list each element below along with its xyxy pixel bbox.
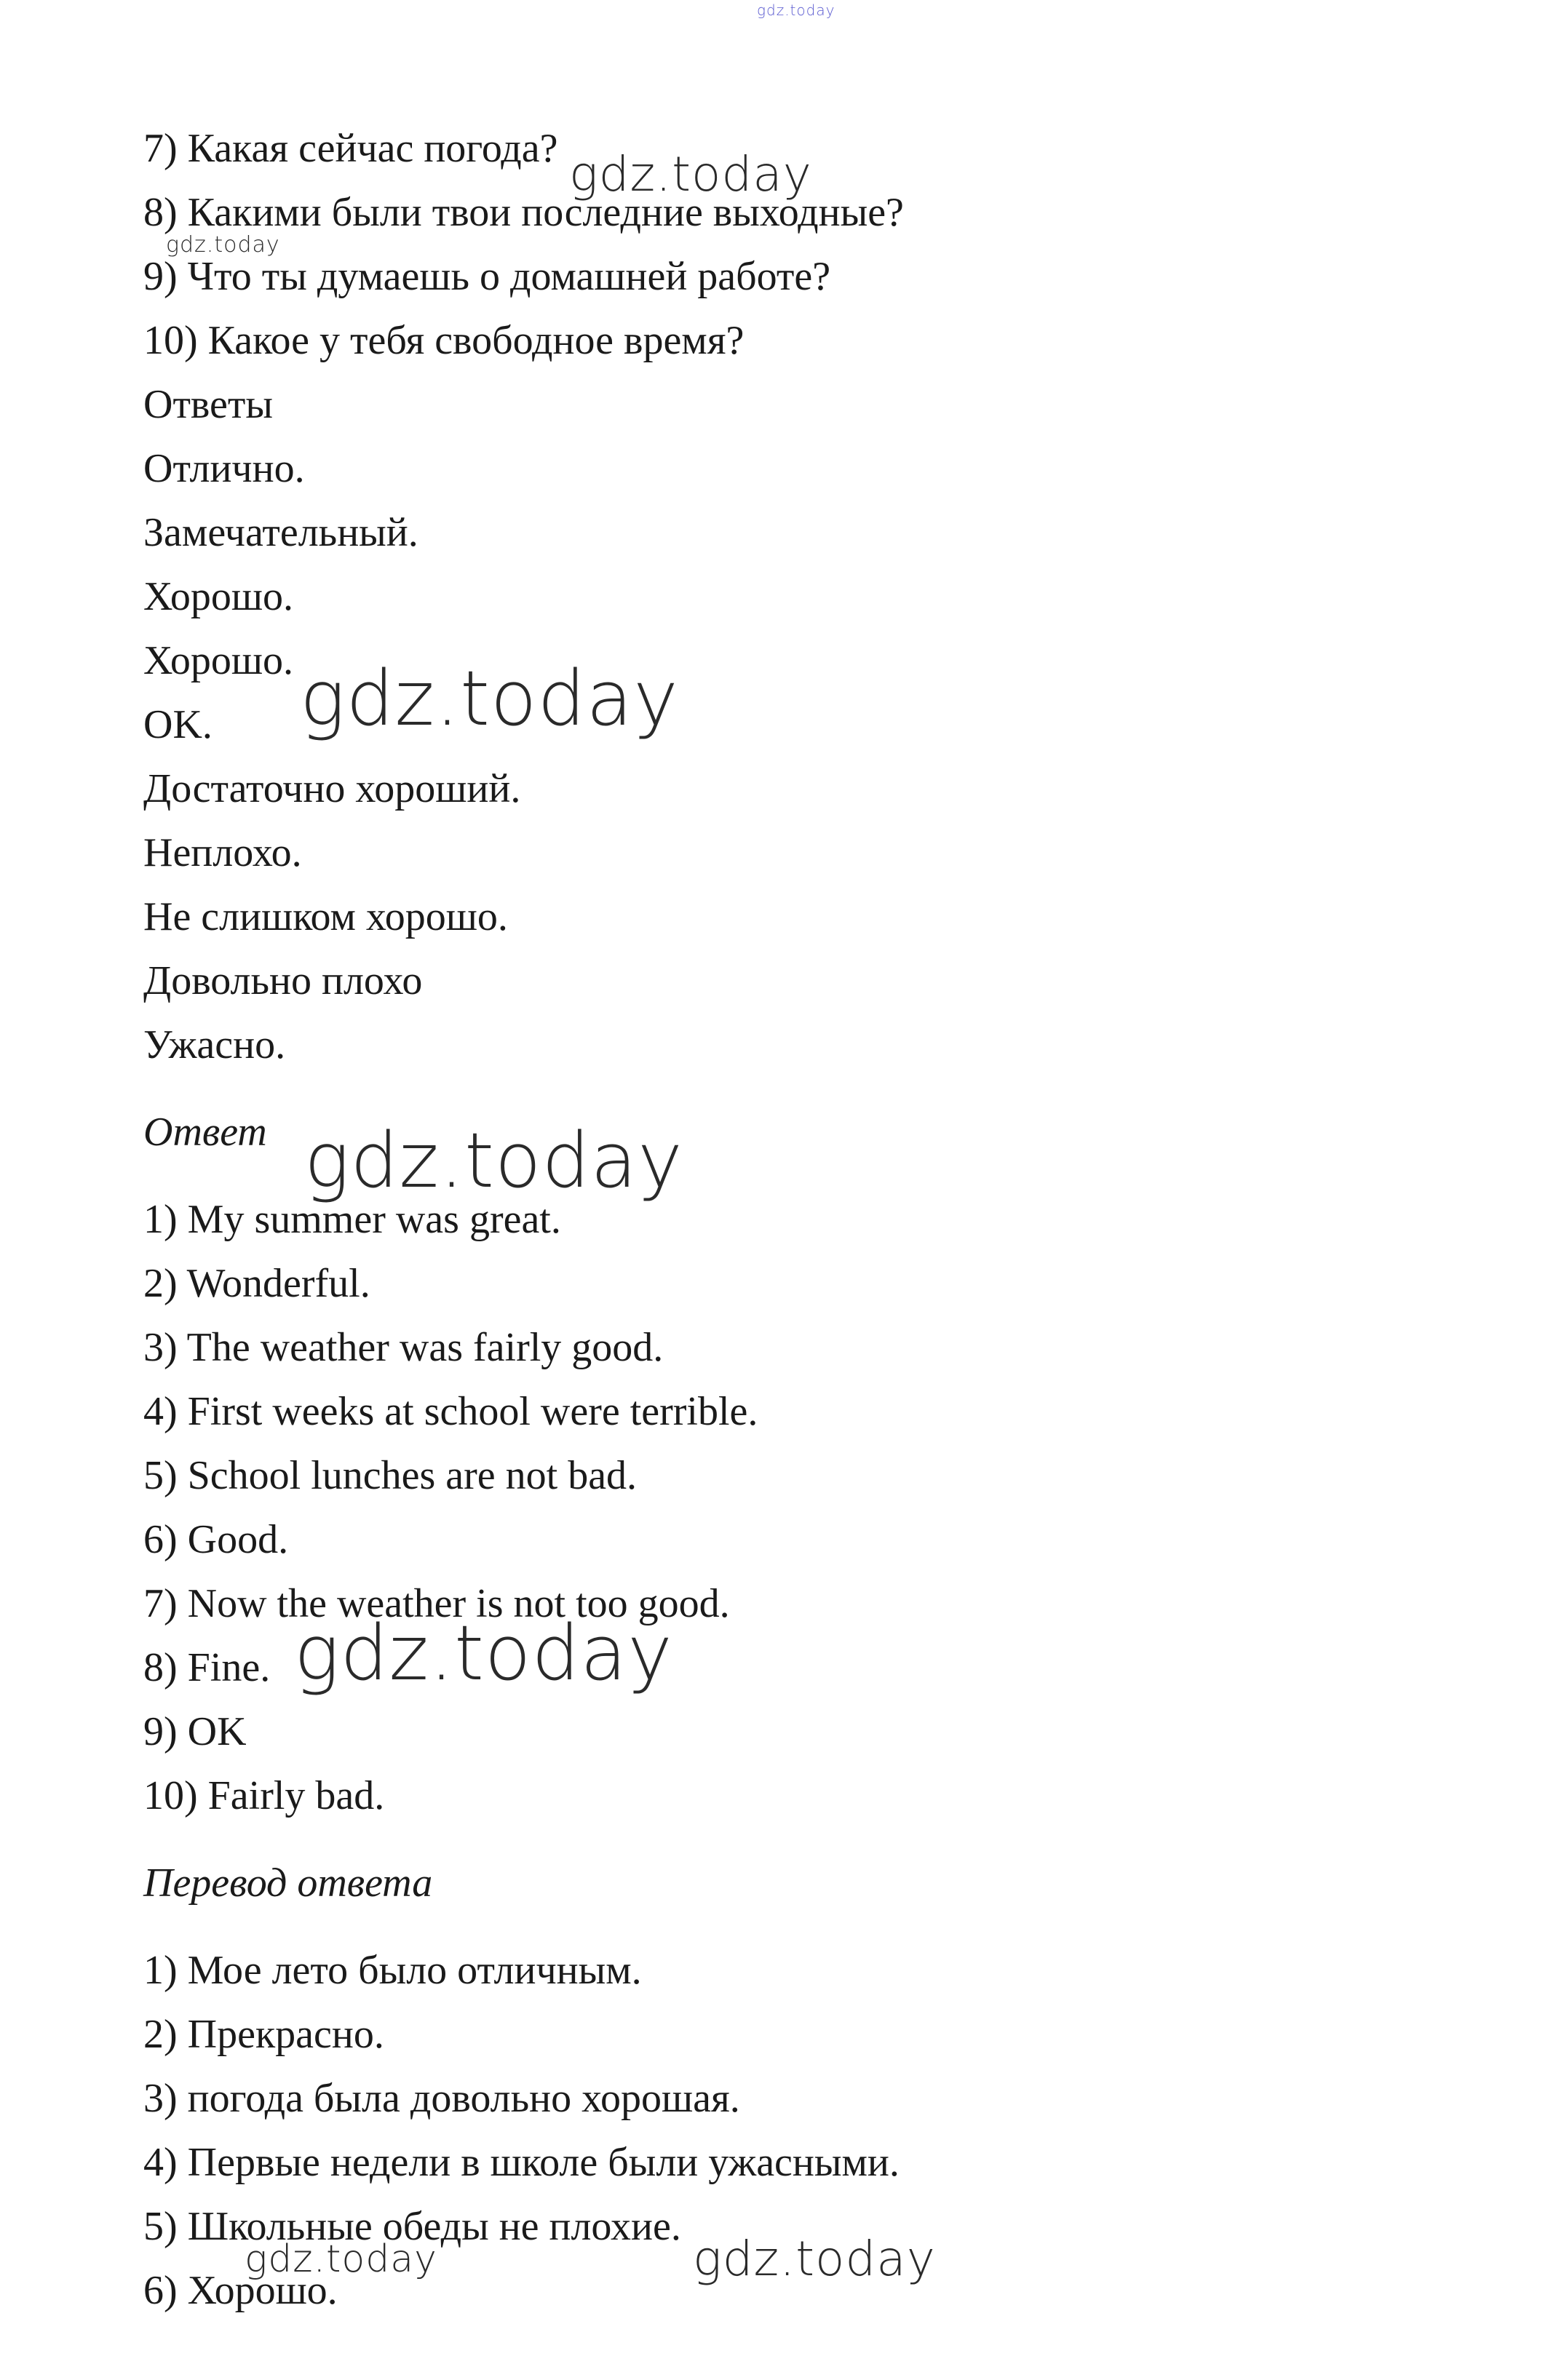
watermark: gdz.today [300,654,679,743]
answer-item: 8) Fine. [143,1645,271,1690]
answer-item: 1) My summer was great. [143,1197,561,1242]
watermark: gdz.today [245,2237,437,2281]
question-item: 10) Какое у тебя свободное время? [143,318,745,363]
question-item: 9) Что ты думаешь о домашней работе? [143,254,831,299]
translation-item: 6) Хорошо. [143,2268,338,2313]
translation-item: 1) Мое лето было отличным. [143,1948,642,1993]
answer-item: 3) The weather was fairly good. [143,1325,664,1370]
option-item: Достаточно хороший. [143,766,521,811]
option-item: OK. [143,702,213,747]
answer-item: 10) Fairly bad. [143,1773,385,1818]
options-heading: Ответы [143,382,273,427]
option-item: Ужасно. [143,1022,286,1067]
watermark: gdz.today [304,1116,683,1205]
question-item: 8) Какими были твои последние выходные? [143,190,904,235]
answer-heading: Ответ [143,1110,267,1155]
question-item: 7) Какая сейчас погода? [143,126,558,171]
option-item: Отлично. [143,446,305,491]
answer-item: 9) OK [143,1709,247,1754]
watermark: gdz.today [294,1609,673,1698]
watermark-top: gdz.today [757,1,835,19]
answer-item: 4) First weeks at school were terrible. [143,1389,758,1434]
answer-item: 7) Now the weather is not too good. [143,1581,730,1626]
translation-item: 4) Первые недели в школе были ужасными. [143,2140,900,2185]
answer-item: 5) School lunches are not bad. [143,1453,638,1498]
option-item: Не слишком хорошо. [143,894,508,939]
option-item: Хорошо. [143,638,294,683]
watermark: gdz.today [166,232,280,258]
option-item: Хорошо. [143,574,294,619]
translation-item: 5) Школьные обеды не плохие. [143,2204,681,2249]
answer-item: 2) Wonderful. [143,1261,370,1306]
watermark: gdz.today [693,2231,936,2287]
answer-item: 6) Good. [143,1517,289,1562]
option-item: Довольно плохо [143,958,423,1003]
translation-item: 3) погода была довольно хорошая. [143,2076,740,2121]
watermark: gdz.today [569,146,812,202]
option-item: Неплохо. [143,830,302,875]
option-item: Замечательный. [143,510,418,555]
translation-heading: Перевод ответа [143,1860,433,1906]
translation-item: 2) Прекрасно. [143,2012,384,2057]
